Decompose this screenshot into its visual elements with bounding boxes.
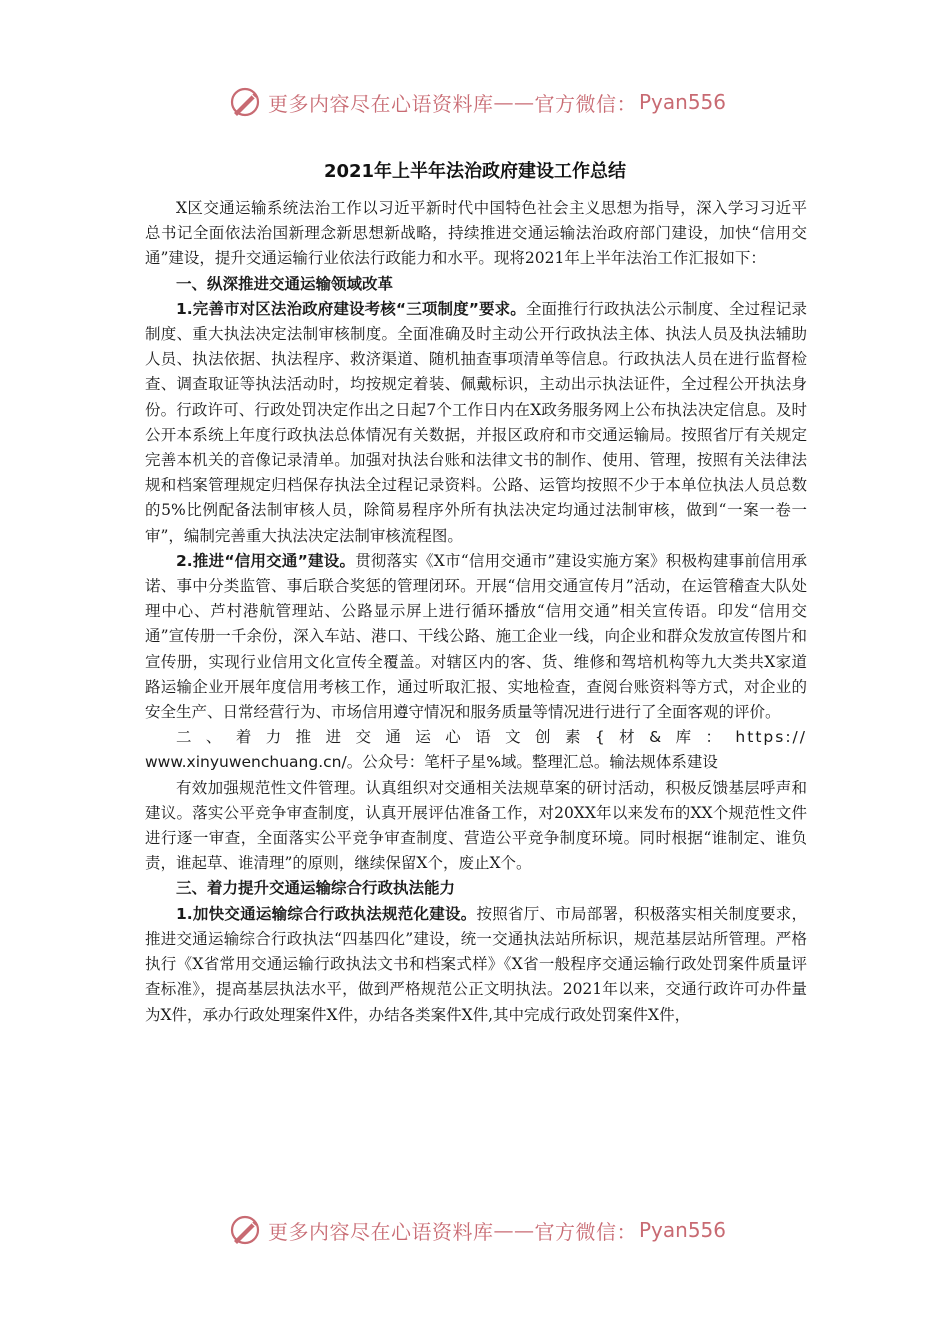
section-1-item-1-body: 全面推行行政执法公示制度、全过程记录制度、重大执法决定法制审核制度。全面准确及时主动公开行政执法主体、执法人员及执法辅助人员、执法依据、执法程序、救济渠道、随机抽查事项清单等信息。行政执法人员在进行监督检查、调查取证等执法活动时，均按规定着装、佩戴标识，主动出示执法证件，全过程公开执法身份。行政许可、行政处罚决定作出之日起7个工作日内在X政务服务网上公布执法决定信息。及时公开本系统上年度行政执法总体情况有关数据，并报区政府和市交通运输局。按照省厅有关规定完善本机关的音像记录清单。加强对执法台账和法律文书的制作、使用、管理，按照有关法律法规和档案管理规定归档保存执法全过程记录资料。公路、运管均按照不少于本单位执法人员总数的5%比例配备法制审核人员，除简易程序外所有执法决定均通过法制审核，做到“一案一卷一审”，编制完善重大执法决定法制审核流程图。 — [145, 299, 807, 545]
banner-text: 更多内容尽在心语资料库 — [268, 1219, 494, 1244]
banner-wechat-label: 官方微信： — [534, 1219, 637, 1244]
section-3-item-1 — [145, 902, 807, 1028]
section-3-item-1-lead: 1.加快交通运输综合行政执法规范化建设。 — [176, 904, 477, 923]
section-1-item-2 — [145, 549, 807, 725]
banner-separator: —— — [493, 90, 535, 114]
section-1-item-2-lead: 2.推进“信用交通”建设。 — [176, 551, 356, 570]
section-2-heading-line-1: 二、着力推进交通运心语文创素{材&库：https:// — [176, 728, 807, 747]
banner-wechat-id: Pyan556 — [639, 90, 727, 114]
document-title: 2021年上半年法治政府建设工作总结 — [323, 161, 627, 182]
section-1-item-2-body: 贯彻落实《X市“信用交通市”建设实施方案》积极构建事前信用承诺、事中分类监管、事后联合奖惩的管理闭环。开展“信用交通宣传月”活动，在运管稽查大队处理中心、芦村港航管理站、公路显示屏上进行循环播放“信用交通”相关宣传语。印发“信用交通”宣传册一千余份，深入车站、港口、干线公路、施工企业一线，向企业和群众发放宣传图片和宣传册，实现行业信用文化宣传全覆盖。对辖区内的客、货、维修和驾培机构等九大类共X家道路运输企业开展年度信用考核工作，通过听取汇报、实地检查，查阅台账资料等方式，对企业的安全生产、日常经营行为、市场信用遵守情况和服务质量等情况进行进行了全面客观的评价。 — [145, 551, 807, 722]
section-2-body: 有效加强规范性文件管理。认真组织对交通相关法规草案的研讨活动，积极反馈基层呼声和建议。落实公平竞争审查制度，认真开展评估准备工作，对20XX年以来发布的XX个规范性文件进行逐一审查，全面落实公平竞争审查制度、营造公平竞争制度环境。同时根据“谁制定、谁负责，谁起草、谁清理”的原则，继续保留X个，废止X个。 — [145, 778, 807, 873]
section-1-heading: 一、纵深推进交通运输领域改革 — [176, 274, 394, 293]
section-3-item-1-body: 按照省厅、市局部署，积极落实相关制度要求，推进交通运输综合行政执法“四基四化”建设，统一交通执法站所标识，规范基层站所管理。严格执行《X省常用交通运输行政执法文书和档案式样》《X省一般程序交通运输行政处罚案件质量评查标准》，提高基层执法水平，做到严格规范公正文明执法。2021年以来，交通行政许可办件量为X件，承办行政处理案件X件，办结各类案件X件,其中完成行政处罚案件X件， — [145, 904, 807, 1024]
pen-logo-icon — [228, 1213, 262, 1247]
banner-wechat-id: Pyan556 — [639, 1218, 727, 1242]
pen-logo-icon — [228, 85, 262, 119]
footer-banner — [0, 1210, 950, 1250]
section-1-item-1 — [145, 297, 807, 549]
banner-text: 更多内容尽在心语资料库 — [268, 91, 494, 116]
section-2-heading-line-2: www.xinyuwenchuang.cn/。公众号：笔杆子星%域。整理汇总。输法规体系建设 — [145, 753, 718, 772]
header-banner — [0, 82, 950, 122]
intro-paragraph: X区交通运输系统法治工作以习近平新时代中国特色社会主义思想为指导，深入学习习近平总书记全面依法治国新理念新思想新战略，持续推进交通运输法治政府部门建设，加快“信用交通”建设，提升交通运输行业依法行政能力和水平。现将2021年上半年法治工作汇报如下： — [145, 199, 807, 268]
section-3-heading: 三、着力提升交通运输综合行政执法能力 — [176, 879, 456, 898]
banner-separator: —— — [493, 1218, 535, 1242]
banner-wechat-label: 官方微信： — [534, 91, 637, 116]
section-1-item-1-lead: 1.完善市对区法治政府建设考核“三项制度”要求。 — [176, 299, 526, 318]
document-body — [145, 196, 807, 1028]
